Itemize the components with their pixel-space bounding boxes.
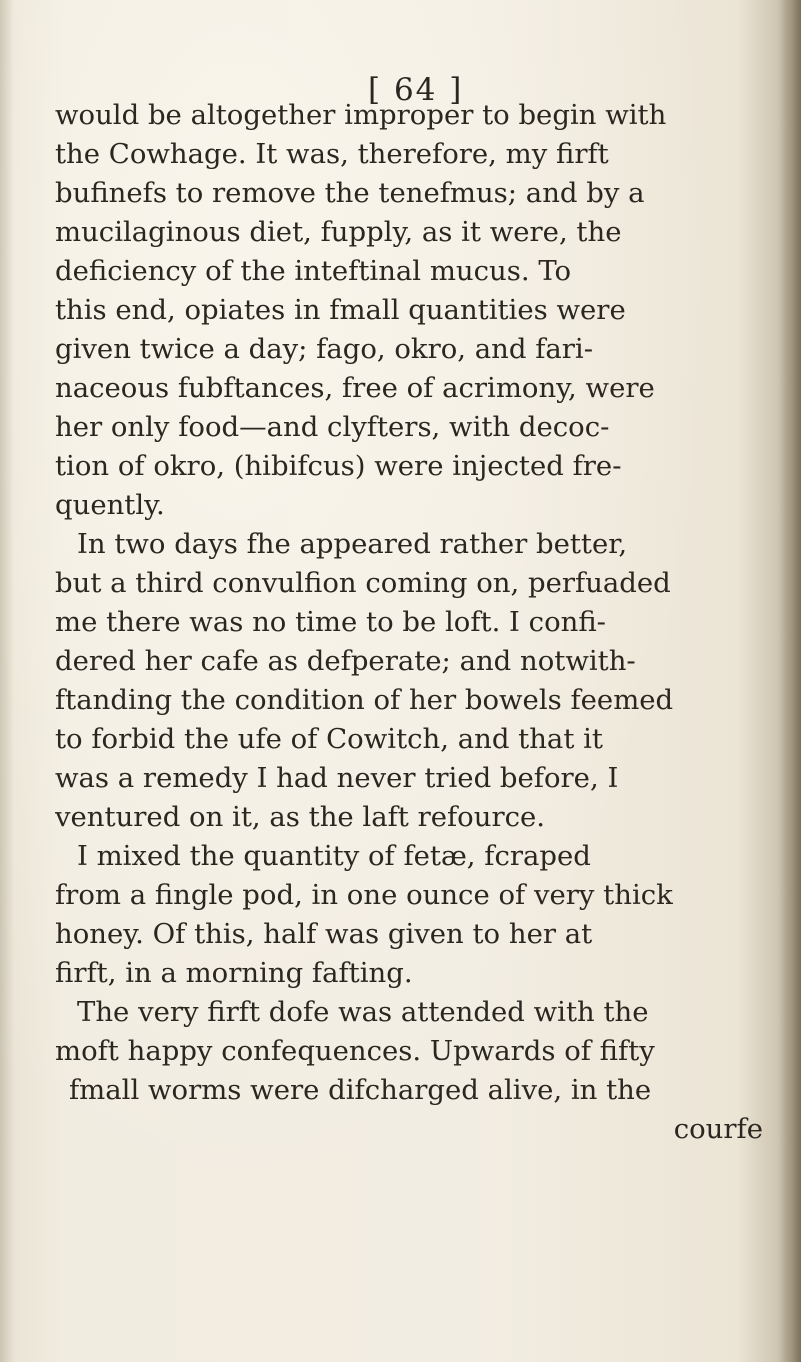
text-line: mucilaginous diet, fupply, as it were, the: [55, 216, 622, 248]
paragraph-start-line: The very firft dofe was attended with the: [77, 996, 649, 1028]
text-line: would be altogether improper to begin with: [55, 99, 667, 131]
page-number: [ 64 ]: [368, 72, 464, 108]
text-line: quently.: [55, 489, 165, 521]
text-line: fmall worms were difcharged alive, in the: [69, 1074, 652, 1106]
text-line: was a remedy I had never tried before, I: [55, 762, 619, 794]
body-text: [55, 96, 771, 1149]
paragraph-start-line: In two days fhe appeared rather better,: [77, 528, 628, 560]
text-line: moft happy confequences. Upwards of fifty: [55, 1035, 655, 1067]
text-line: deficiency of the inteftinal mucus. To: [55, 255, 572, 287]
text-line: naceous fubftances, free of acrimony, were: [55, 372, 655, 404]
text-line: ftanding the condition of her bowels feemed: [55, 684, 674, 716]
page-right-edge: [779, 0, 801, 1362]
text-line: dered her cafe as defperate; and notwith-: [55, 645, 636, 677]
text-line: the Cowhage. It was, therefore, my firft: [55, 138, 609, 170]
paragraph-start-line: I mixed the quantity of fetæ, fcraped: [77, 840, 591, 872]
page-left-shadow: [0, 0, 14, 1362]
text-line: ventured on it, as the laft refource.: [55, 801, 546, 833]
text-line: tion of okro, (hibifcus) were injected fre-: [55, 450, 622, 482]
text-line: honey. Of this, half was given to her at: [55, 918, 593, 950]
text-line: from a fingle pod, in one ounce of very thick: [55, 879, 673, 911]
text-line: to forbid the ufe of Cowitch, and that it: [55, 723, 603, 755]
catchword: courfe: [673, 1113, 763, 1145]
text-line: given twice a day; fago, okro, and fari-: [55, 333, 594, 365]
text-line: this end, opiates in fmall quantities were: [55, 294, 626, 326]
text-line: firft, in a morning fafting.: [55, 957, 413, 989]
text-line: me there was no time to be loft. I confi-: [55, 606, 606, 638]
text-line: her only food—and clyfters, with decoc-: [55, 411, 610, 443]
text-line: but a third convulfion coming on, perfuaded: [55, 567, 671, 599]
text-line: bufinefs to remove the tenefmus; and by a: [55, 177, 645, 209]
